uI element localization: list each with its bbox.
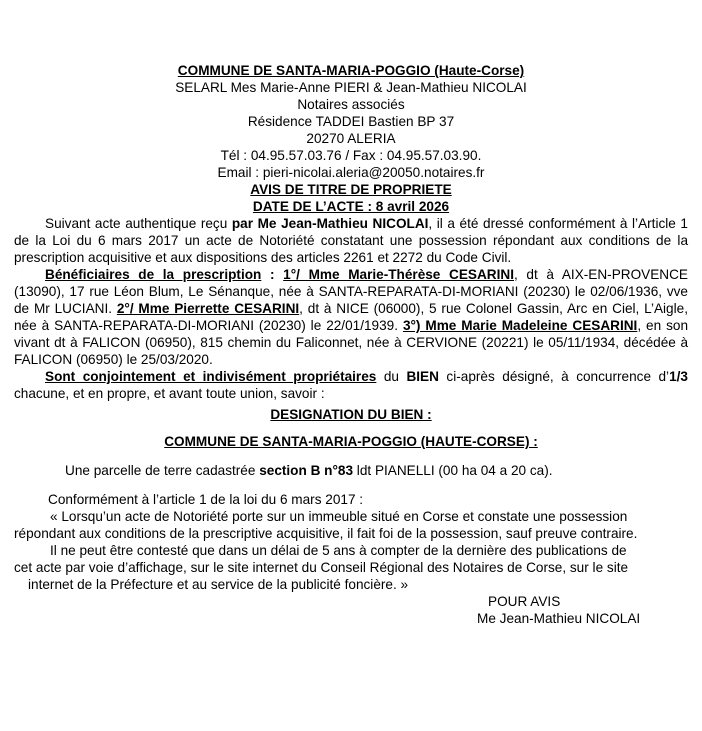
text-segment: DATE DE L’ACTE : 8 avril 2026 xyxy=(252,199,450,214)
quote-line xyxy=(14,559,688,576)
text-segment: « Lorsqu’un acte de Notoriété porte sur un immeuble situé en Corse et constate une possession xyxy=(50,509,628,524)
text-segment: Suivant acte authentique reçu xyxy=(45,216,232,231)
signature-pour-avis: POUR AVIS xyxy=(488,594,561,609)
quote-line xyxy=(14,542,688,559)
text-segment: 3°) Mme Marie Madeleine CESARINI xyxy=(402,318,638,333)
header-line xyxy=(14,96,688,113)
header-line xyxy=(14,62,688,79)
header-line xyxy=(14,79,688,96)
text-segment: Bénéficiaires de la prescription xyxy=(45,267,262,282)
paragraph-acte xyxy=(14,215,688,266)
quote-block xyxy=(14,508,688,593)
text-segment: , dt à AIX-EN-PROVENCE (13090), 17 rue Léon Blum, Le Sénanque, née à SANTA-REPARATA-DI-MORIANI (20230) le 02/06/1936, vve de Mr LUCIANI. xyxy=(14,267,688,316)
text-segment: ldt PIANELLI (00 ha 04 a 20 ca). xyxy=(353,463,553,478)
header-line xyxy=(14,198,688,215)
text-segment: 1/3 xyxy=(669,369,688,384)
text-segment: 1°/ Mme Marie-Thérèse CESARINI xyxy=(283,267,514,282)
quote-line xyxy=(14,576,688,593)
quote-line xyxy=(14,508,688,525)
text-segment: Notaires associés xyxy=(297,97,405,112)
section-heading-commune xyxy=(14,433,688,450)
text-segment: 2°/ Mme Pierrette CESARINI xyxy=(116,301,300,316)
paragraph-proprietaires xyxy=(14,368,688,402)
header-line xyxy=(14,164,688,181)
header-block xyxy=(14,62,688,215)
text-segment: : xyxy=(261,267,284,282)
paragraph-parcelle xyxy=(14,462,688,479)
text-segment: section B n°83 xyxy=(259,463,354,478)
text-segment: 20270 ALERIA xyxy=(306,131,396,146)
text-segment: , dt à NICE (06000), 5 rue Colonel Gassin, Arc en Ciel, L’Aigle, née à SANTA-REPARATA-DI-MORIANI (20230) le 22/01/1939. xyxy=(14,301,688,333)
text-segment: internet de la Préfecture et au service de la publicité foncière. » xyxy=(28,577,409,592)
header-line xyxy=(14,147,688,164)
header-line xyxy=(14,113,688,130)
section-heading-designation xyxy=(14,406,688,423)
paragraph-conformement xyxy=(14,491,688,508)
text-segment: chacune, et en propre, et avant toute union, savoir : xyxy=(14,386,325,401)
text-segment: Il ne peut être contesté que dans un délai de 5 ans à compter de la dernière des publications de xyxy=(50,543,627,558)
text-segment: AVIS DE TITRE DE PROPRIETE xyxy=(250,182,452,197)
quote-line xyxy=(14,525,688,542)
text-segment: Conformément à l’article 1 de la loi du 6 mars 2017 : xyxy=(48,492,364,507)
header-line xyxy=(14,130,688,147)
text-segment: COMMUNE DE SANTA-MARIA-POGGIO (Haute-Corse) xyxy=(177,63,525,78)
text-segment: Sont conjointement et indivisément propriétaires xyxy=(45,369,377,384)
text-segment: du xyxy=(376,369,407,384)
text-segment: Tél : 04.95.57.03.76 / Fax : 04.95.57.03.90. xyxy=(220,148,482,163)
text-segment: Email : pieri-nicolai.aleria@20050.notaires.fr xyxy=(217,165,485,180)
text-segment: répondant aux conditions de la prescriptive acquisitive, il fait foi de la possession, sauf preuve contraire. xyxy=(14,526,638,541)
header-line xyxy=(14,181,688,198)
text-segment: par Me Jean-Mathieu NICOLAI xyxy=(231,216,429,231)
text-segment: cet acte par voie d’affichage, sur le site internet du Conseil Régional des Notaires de Corse, sur le site xyxy=(14,560,629,575)
text-segment: Résidence TADDEI Bastien BP 37 xyxy=(247,114,455,129)
text-segment: , en son vivant dt à FALICON (06950), 815 chemin du Faliconnet, née à CERVIONE (20221) le 05/11/1934, décédée à FALICON (06950) le 25/03/2020. xyxy=(14,318,689,367)
text-segment: ci-après désigné, à concurrence d’ xyxy=(438,369,670,384)
paragraph-beneficiaires xyxy=(14,266,688,368)
signature-notaire: Me Jean-Mathieu NICOLAI xyxy=(477,611,641,626)
text-segment: SELARL Mes Marie-Anne PIERI & Jean-Mathieu NICOLAI xyxy=(175,80,527,95)
signature-block xyxy=(477,593,688,627)
text-segment: DESIGNATION DU BIEN : xyxy=(270,407,432,422)
text-segment: Une parcelle de terre cadastrée xyxy=(65,463,260,478)
text-segment: BIEN xyxy=(406,369,439,384)
text-segment: , il a été dressé conformément à l’Article 1 de la Loi du 6 mars 2017 un acte de Notoriété constatant une possession répondant aux conditions de la prescription acquisitive et aux dispositions des articles 2261 et 2272 du Code Civil. xyxy=(14,216,688,265)
text-segment: COMMUNE DE SANTA-MARIA-POGGIO (HAUTE-CORSE) : xyxy=(164,434,538,449)
